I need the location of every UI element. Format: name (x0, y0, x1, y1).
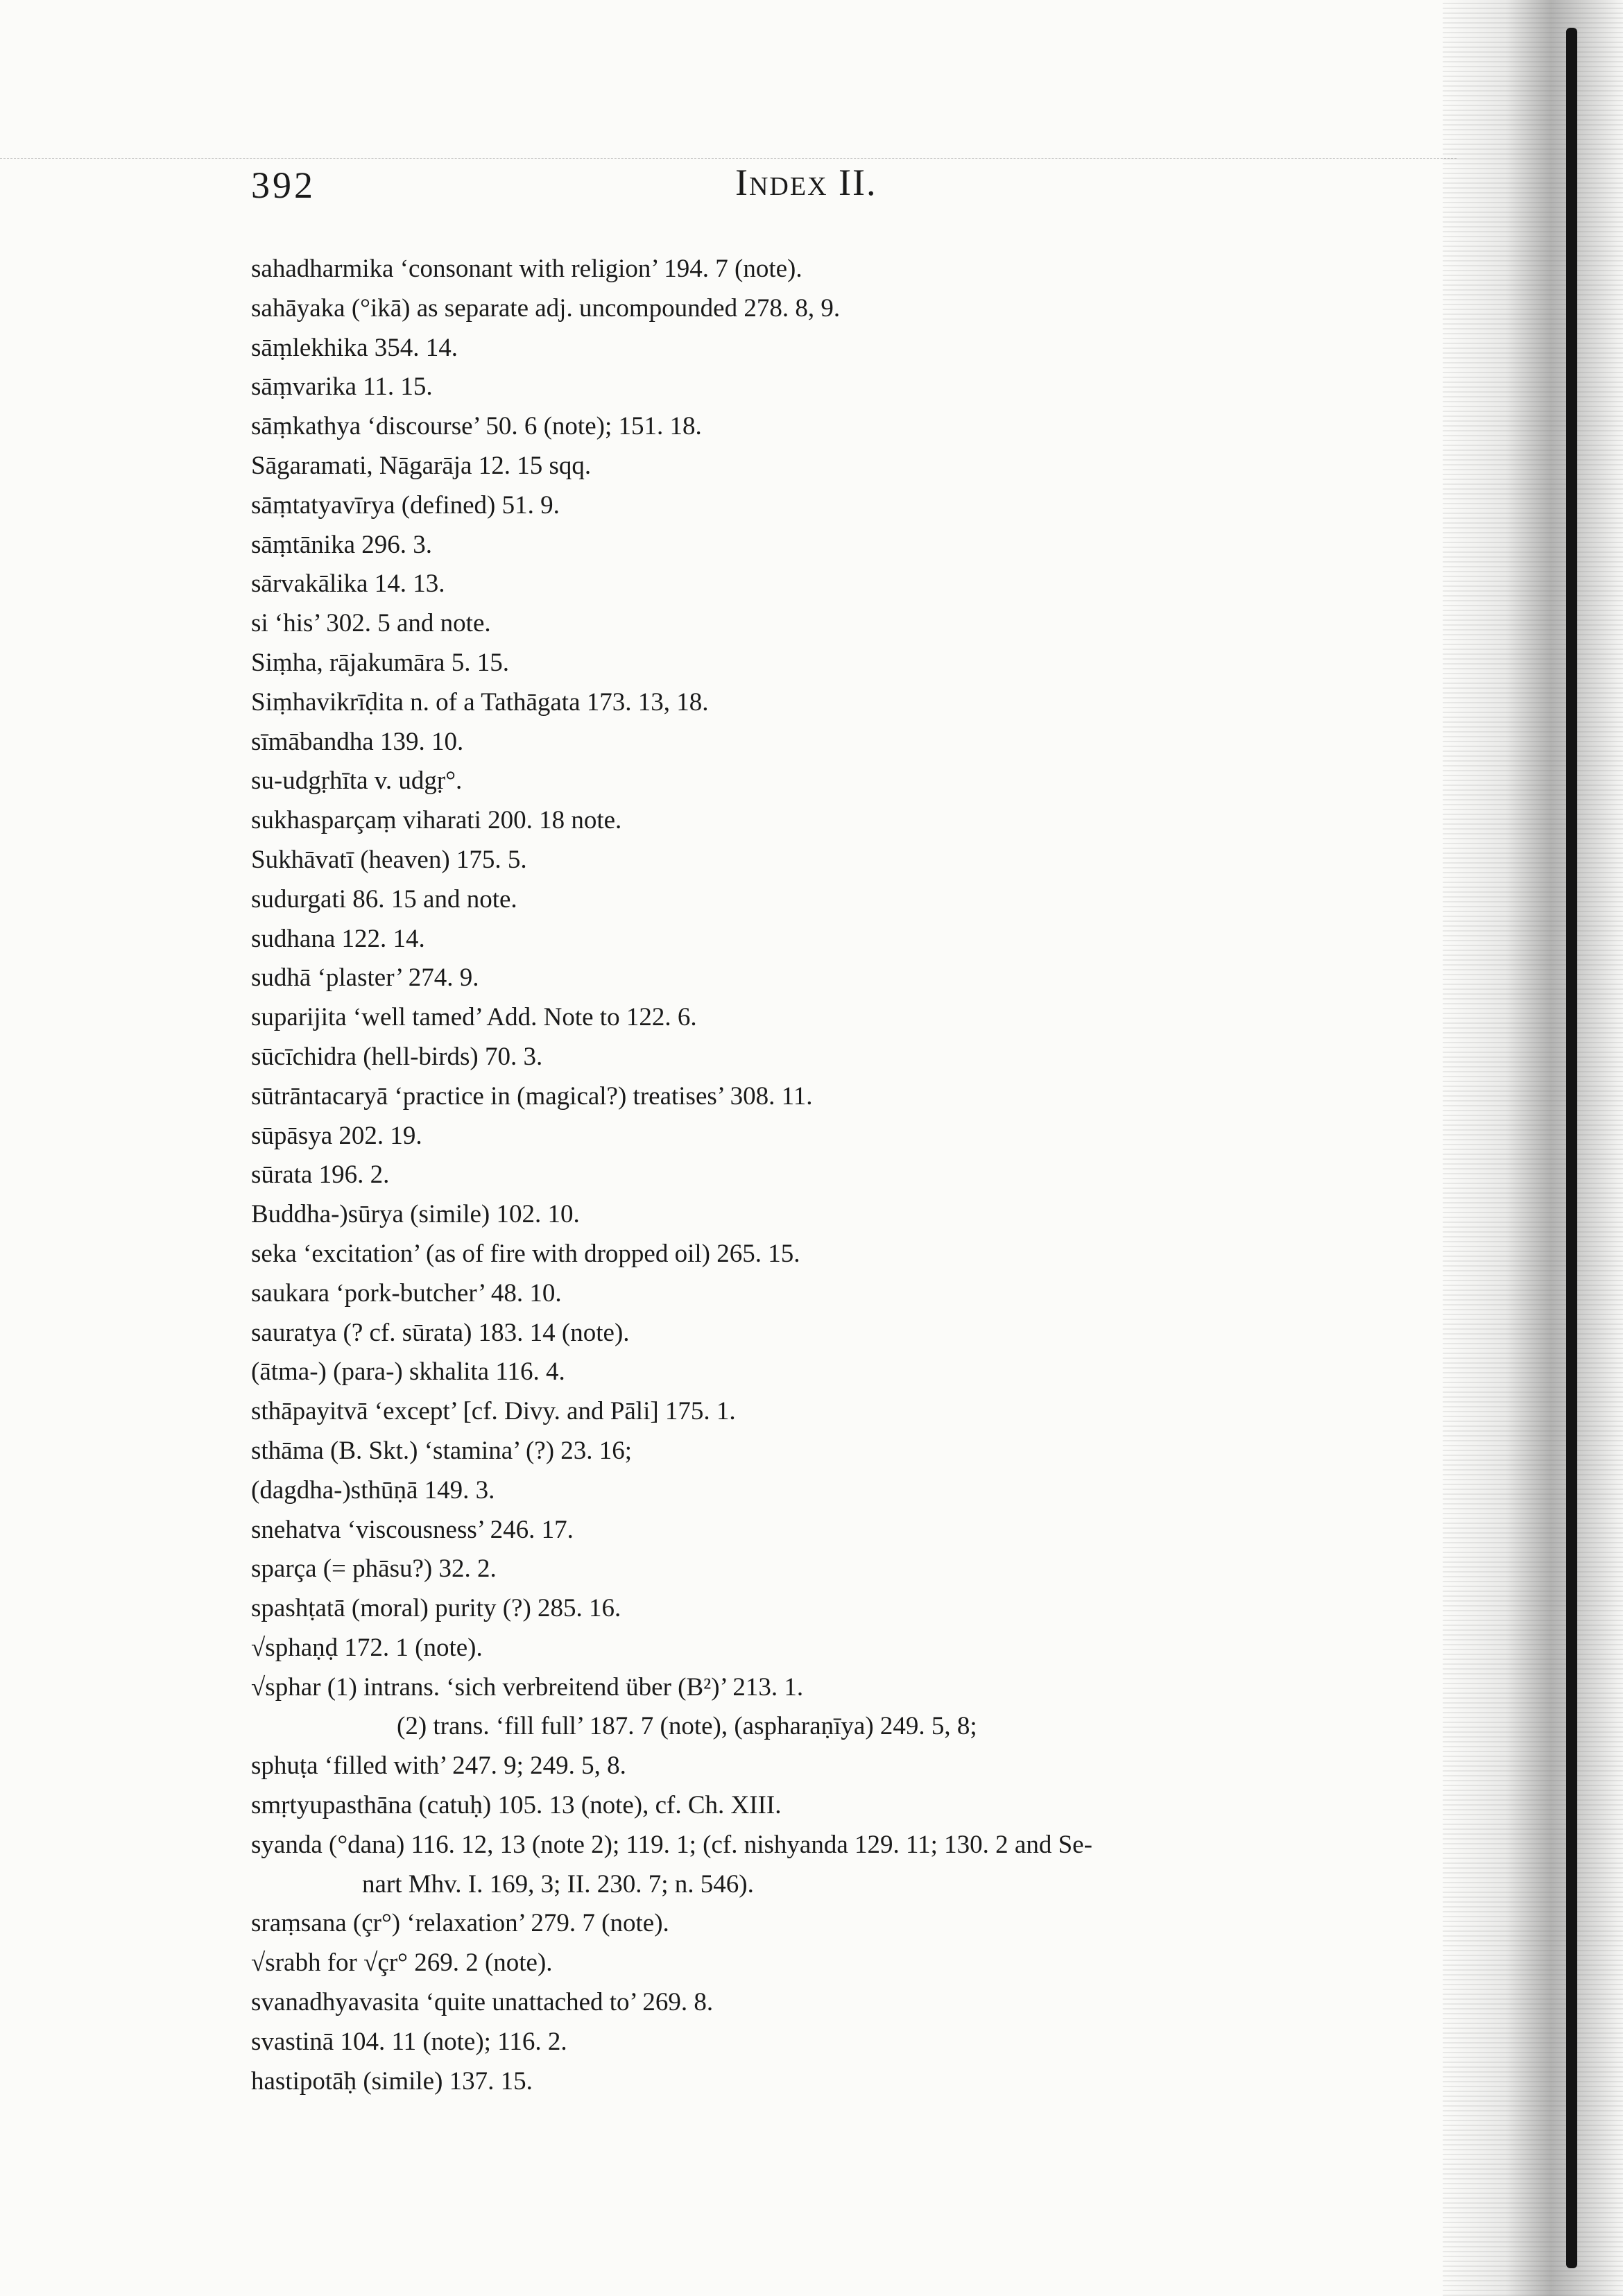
index-entry: √srabh for √çr° 269. 2 (note). (251, 1948, 553, 1978)
index-entry-subsense: (2) trans. ‘fill full’ 187. 7 (note), (aspharaṇīya) 249. 5, 8; (397, 1712, 977, 1741)
index-entry: su-udgṛhīta v. udgṛ°. (251, 766, 463, 796)
index-entry: (dagdha-)sthūṇā 149. 3. (251, 1475, 495, 1505)
index-entry: saukara ‘pork-butcher’ 48. 10. (251, 1278, 562, 1308)
index-entry: Sāgaramati, Nāgarāja 12. 15 sqq. (251, 451, 592, 480)
index-entry: sudhana 122. 14. (251, 924, 425, 953)
binding-gutter (1566, 28, 1577, 2268)
index-entry: sāṃvarika 11. 15. (251, 372, 433, 402)
index-entry: sraṃsana (çr°) ‘relaxation’ 279. 7 (note). (251, 1909, 669, 1938)
index-entry: sphuṭa ‘filled with’ 247. 9; 249. 5, 8. (251, 1751, 626, 1781)
index-entry: sahadharmika ‘consonant with religion’ 194. 7 (note). (251, 255, 802, 283)
index-entry: sāṃtānika 296. 3. (251, 530, 433, 559)
running-head: Index II. (735, 162, 877, 203)
index-entry: sārvakālika 14. 13. (251, 569, 445, 599)
index-entry: sūpāsya 202. 19. (251, 1121, 422, 1150)
index-entry: sūcīchidra (hell-birds) 70. 3. (251, 1042, 543, 1071)
index-entry: sudurgati 86. 15 and note. (251, 884, 517, 914)
index-entry: seka ‘excitation’ (as of fire with dropped oil) 265. 15. (251, 1239, 800, 1268)
binding-shadow (1443, 0, 1623, 2296)
index-entries (251, 250, 1416, 2101)
index-entry: svanadhyavasita ‘quite unattached to’ 269. 8. (251, 1988, 714, 2017)
index-entry: snehatva ‘viscousness’ 246. 17. (251, 1515, 574, 1544)
page-number: 392 (251, 164, 316, 206)
index-entry: si ‘his’ 302. 5 and note. (251, 609, 491, 638)
index-entry: sukhasparçaṃ viharati 200. 18 note. (251, 806, 622, 835)
index-entry: syanda (°dana) 116. 12, 13 (note 2); 119. 1; (cf. nishyanda 129. 11; 130. 2 and Se- (251, 1830, 1092, 1859)
index-entry: √sphaṇḍ 172. 1 (note). (251, 1633, 483, 1662)
index-entry: sāṃkathya ‘discourse’ 50. 6 (note); 151. 18. (251, 412, 702, 441)
index-entry: svastinā 104. 11 (note); 116. 2. (251, 2027, 567, 2056)
index-entry: smṛtyupasthāna (catuḥ) 105. 13 (note), cf. Ch. XIII. (251, 1791, 782, 1820)
index-entry: sahāyaka (°ikā) as separate adj. uncompounded 278. 8, 9. (251, 293, 841, 323)
index-entry: hastipotāḥ (simile) 137. 15. (251, 2066, 533, 2096)
index-entry: √sphar (1) intrans. ‘sich verbreitend über (B²)’ 213. 1. (251, 1672, 804, 1702)
index-entry: spashṭatā (moral) purity (?) 285. 16. (251, 1594, 621, 1623)
index-entry: sthāma (B. Skt.) ‘stamina’ (?) 23. 16; (251, 1436, 633, 1465)
index-entry-continuation: nart Mhv. I. 169, 3; II. 230. 7; n. 546). (362, 1869, 754, 1899)
index-entry: sparça (= phāsu?) 32. 2. (251, 1554, 497, 1584)
index-entry: sūtrāntacaryā ‘practice in (magical?) treatises’ 308. 11. (251, 1081, 813, 1111)
index-entry: sauratya (? cf. sūrata) 183. 14 (note). (251, 1318, 630, 1347)
index-entry: Siṃhavikrīḍita n. of a Tathāgata 173. 13, 18. (251, 687, 709, 717)
index-entry: sudhā ‘plaster’ 274. 9. (251, 963, 479, 993)
index-entry: Sukhāvatī (heaven) 175. 5. (251, 845, 527, 874)
index-entry: (ātma-) (para-) skhalita 116. 4. (251, 1357, 565, 1387)
index-entry: sāṃtatyavīrya (defined) 51. 9. (251, 490, 560, 520)
index-entry: sāṃlekhika 354. 14. (251, 333, 458, 362)
page-top-edge (0, 158, 1457, 159)
index-entry: Siṃha, rājakumāra 5. 15. (251, 648, 509, 677)
index-entry: sūrata 196. 2. (251, 1160, 390, 1190)
index-entry: suparijita ‘well tamed’ Add. Note to 122. 6. (251, 1003, 697, 1032)
index-entry: sīmābandha 139. 10. (251, 727, 464, 756)
index-entry: Buddha-)sūrya (simile) 102. 10. (251, 1200, 580, 1229)
index-entry: sthāpayitvā ‘except’ [cf. Divy. and Pāli] 175. 1. (251, 1397, 736, 1426)
